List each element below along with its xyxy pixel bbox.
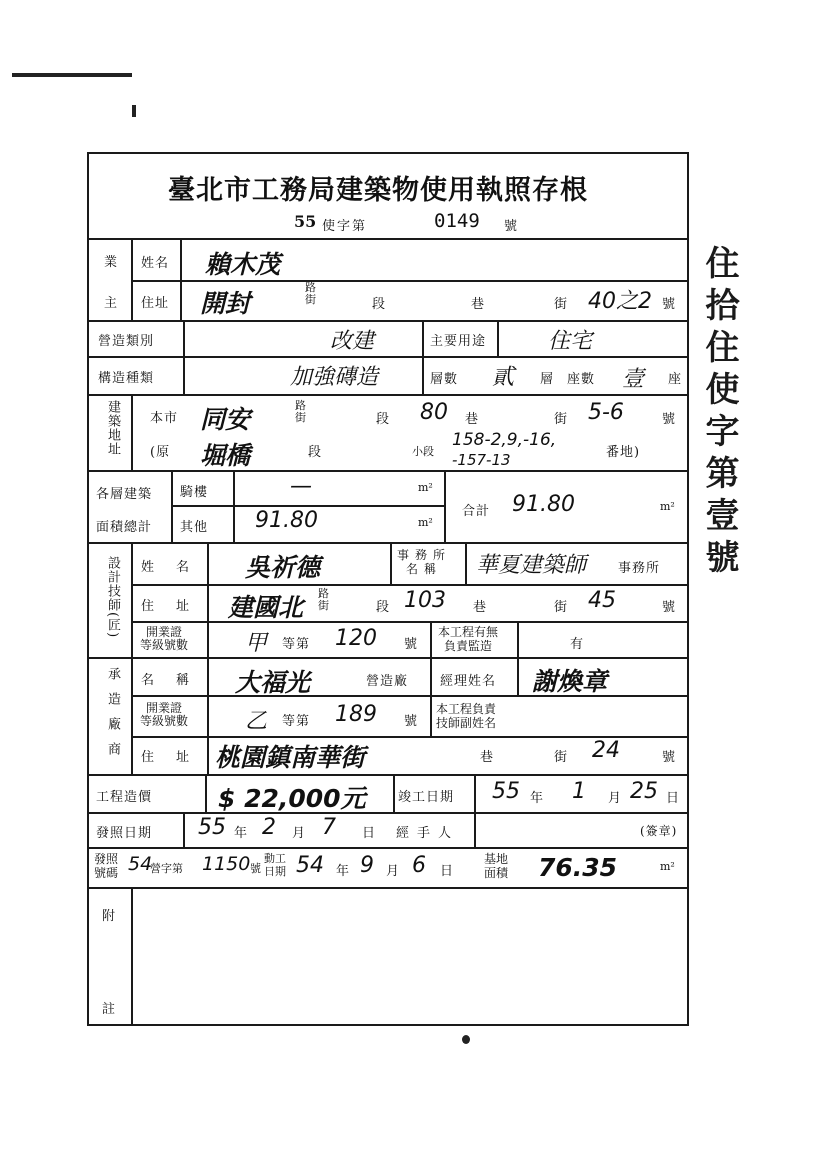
permit-no-value: 1150 bbox=[202, 853, 251, 875]
site-city: 本市 bbox=[150, 411, 179, 426]
other-label: 其他 bbox=[180, 520, 209, 535]
floors-value: 貳 bbox=[492, 365, 515, 390]
remarks-bottom: 註 bbox=[102, 1002, 117, 1017]
license-label-1: 開業證 bbox=[146, 701, 183, 715]
contractor-license-grade: 乙 bbox=[245, 709, 268, 734]
license-label-2: 等級號數 bbox=[140, 638, 189, 652]
permit-label bbox=[94, 852, 118, 880]
contractor-license-no: 189 bbox=[335, 702, 377, 727]
site-section-label: 建築地址 bbox=[105, 400, 120, 456]
floors-unit: 層 bbox=[540, 372, 555, 387]
site-lot-label: 番地) bbox=[606, 445, 641, 460]
contractor-tech-label bbox=[436, 702, 496, 730]
contractor-name-label: 名稱 bbox=[141, 673, 212, 688]
owner-addr-xiang: 巷 bbox=[471, 297, 486, 312]
tech-label-2: 技師副姓名 bbox=[436, 716, 497, 730]
resp-label-1: 本工程有無 bbox=[438, 625, 499, 639]
contractor-name-value: 大福光 bbox=[235, 668, 311, 697]
start-day: 6 bbox=[412, 853, 426, 878]
site-lane-value: 80 bbox=[420, 400, 448, 425]
doc-suffix: 號 bbox=[504, 219, 518, 234]
doc-type: 使字第 bbox=[322, 219, 368, 234]
arcade-value: — bbox=[290, 474, 312, 499]
owner-section-2: 主 bbox=[104, 296, 119, 311]
site-orig-value: 堀橋 bbox=[200, 441, 251, 470]
owner-addr-road bbox=[305, 282, 316, 306]
license-label-2: 等級號數 bbox=[140, 714, 189, 728]
main-use-value: 住宅 bbox=[548, 329, 593, 354]
permit-no-prefix: 54 bbox=[128, 853, 153, 875]
done-m: 月 bbox=[608, 791, 623, 806]
other-unit: m² bbox=[418, 516, 433, 529]
street-char: 街 bbox=[318, 599, 329, 612]
scan-edge bbox=[12, 73, 132, 77]
contractor-addr-hao: 號 bbox=[662, 750, 677, 765]
contractor-license-hao: 號 bbox=[404, 714, 419, 729]
owner-addr-hao: 號 bbox=[662, 297, 677, 312]
street-char: 街 bbox=[305, 293, 316, 306]
contractor-section-label: 承造廠商 bbox=[105, 667, 120, 767]
designer-addr-duan: 段 bbox=[376, 600, 391, 615]
start-y: 年 bbox=[336, 864, 351, 879]
start-label-1: 動工 bbox=[264, 852, 286, 865]
designer-license-grade: 甲 bbox=[245, 631, 268, 656]
issue-year: 55 bbox=[198, 815, 226, 840]
issue-day: 7 bbox=[322, 815, 336, 840]
land-unit: m² bbox=[660, 860, 675, 873]
permit-label-2: 號碼 bbox=[94, 866, 119, 880]
designer-addr-road bbox=[318, 588, 329, 612]
issue-month: 2 bbox=[262, 815, 276, 840]
designer-name-value: 吳祈德 bbox=[245, 553, 321, 582]
done-d: 日 bbox=[666, 791, 681, 806]
handler-label: 經手人 bbox=[396, 826, 460, 841]
issue-y: 年 bbox=[234, 826, 249, 841]
issue-m: 月 bbox=[292, 826, 307, 841]
designer-office-label bbox=[397, 548, 451, 576]
start-month: 9 bbox=[360, 853, 374, 878]
contractor-manager-label: 經理姓名 bbox=[440, 674, 497, 689]
start-m: 月 bbox=[386, 864, 401, 879]
road-char: 路 bbox=[318, 587, 329, 600]
contractor-addr-lane: 巷 bbox=[480, 750, 495, 765]
owner-addr-duan: 段 bbox=[372, 297, 387, 312]
permit-no-suffix: 號 bbox=[250, 862, 261, 875]
designer-addr-label: 住址 bbox=[141, 599, 212, 614]
blocks-unit: 座 bbox=[668, 372, 683, 387]
designer-resp-value: 有 bbox=[570, 637, 585, 652]
land-label-2: 面積 bbox=[484, 866, 509, 880]
contractor-license-mid: 等第 bbox=[282, 714, 311, 729]
form-title: 臺北市工務局建築物使用執照存根 bbox=[168, 175, 588, 206]
floors-label: 層數 bbox=[430, 372, 459, 387]
designer-addr-lane-value: 103 bbox=[404, 588, 446, 613]
cost-value: $ 22,000元 bbox=[218, 784, 366, 813]
contractor-addr-value: 桃園鎮南華街 bbox=[215, 743, 366, 772]
remarks-top: 附 bbox=[102, 909, 117, 924]
office-label-1: 事務所 bbox=[397, 548, 452, 562]
total-value: 91.80 bbox=[512, 492, 575, 517]
scan-speck bbox=[462, 1035, 470, 1044]
road-char: 路 bbox=[295, 399, 306, 412]
designer-addr-no-value: 45 bbox=[588, 588, 616, 613]
site-duan: 段 bbox=[376, 412, 391, 427]
build-type-value: 改建 bbox=[330, 329, 375, 354]
issue-label: 發照日期 bbox=[96, 826, 153, 841]
office-label-2: 名稱 bbox=[406, 562, 443, 576]
land-value: 76.35 bbox=[538, 853, 618, 882]
owner-addr-jie: 街 bbox=[554, 297, 569, 312]
scan-speck bbox=[132, 105, 136, 117]
done-y: 年 bbox=[530, 791, 545, 806]
start-year: 54 bbox=[296, 853, 324, 878]
seal-label: (簽章) bbox=[640, 824, 678, 838]
designer-office-value: 華夏建築師 bbox=[476, 553, 587, 578]
designer-section-label: 設計技師(匠) bbox=[105, 556, 120, 639]
street-char: 街 bbox=[295, 411, 306, 424]
site-orig-open: (原 bbox=[150, 445, 171, 460]
land-label-1: 基地 bbox=[484, 852, 509, 866]
site-lot-value-1: 158-2,9,-16, bbox=[452, 430, 557, 450]
designer-addr-value: 建國北 bbox=[228, 593, 304, 622]
area-section-1: 各層建築 bbox=[96, 487, 153, 502]
issue-d: 日 bbox=[362, 826, 377, 841]
designer-addr-lane: 巷 bbox=[473, 600, 488, 615]
cost-label: 工程造價 bbox=[96, 790, 153, 805]
owner-section-1: 業 bbox=[104, 255, 119, 270]
total-label: 合計 bbox=[462, 504, 491, 519]
site-lot-value-2: -157-13 bbox=[452, 451, 511, 469]
resp-label-2: 負責監造 bbox=[444, 639, 493, 653]
site-no-value: 5-6 bbox=[588, 400, 624, 425]
margin-handwritten-number: 住拾住使字第壹號 bbox=[699, 245, 739, 581]
arcade-label: 騎樓 bbox=[180, 485, 209, 500]
main-use-label: 主要用途 bbox=[430, 334, 487, 349]
designer-name-label: 姓名 bbox=[141, 560, 212, 575]
site-sub-duan: 小段 bbox=[412, 445, 434, 458]
structure-value: 加強磚造 bbox=[290, 365, 379, 390]
permit-label-1: 發照 bbox=[94, 852, 119, 866]
total-unit: m² bbox=[660, 500, 675, 513]
done-day: 25 bbox=[630, 779, 658, 804]
blocks-label: 座數 bbox=[567, 372, 596, 387]
designer-license-label bbox=[140, 626, 188, 652]
owner-name-value: 賴木茂 bbox=[205, 250, 281, 279]
site-no-label: 號 bbox=[662, 412, 677, 427]
blocks-value: 壹 bbox=[622, 367, 645, 392]
road-char: 路 bbox=[305, 281, 316, 294]
designer-addr-jie: 街 bbox=[554, 600, 569, 615]
permit-no-type: 營字第 bbox=[150, 862, 183, 875]
build-type-label: 營造類別 bbox=[98, 334, 155, 349]
designer-resp-label bbox=[438, 625, 498, 653]
site-lane: 巷 bbox=[465, 412, 480, 427]
site-jie: 街 bbox=[554, 412, 569, 427]
arcade-unit: m² bbox=[418, 481, 433, 494]
owner-addr-label: 住址 bbox=[141, 296, 170, 311]
doc-year: 55 bbox=[294, 212, 317, 231]
other-value: 91.80 bbox=[255, 508, 318, 533]
doc-number: 0149 bbox=[434, 210, 480, 232]
designer-addr-hao: 號 bbox=[662, 600, 677, 615]
start-d: 日 bbox=[440, 864, 455, 879]
contractor-manager-value: 謝煥章 bbox=[532, 667, 608, 696]
contractor-name-suffix: 營造廠 bbox=[366, 674, 409, 689]
structure-label: 構造種類 bbox=[98, 371, 155, 386]
done-year: 55 bbox=[492, 779, 520, 804]
area-section-2: 面積總計 bbox=[96, 520, 153, 535]
designer-license-hao: 號 bbox=[404, 637, 419, 652]
site-road-label bbox=[295, 400, 306, 424]
done-month: 1 bbox=[572, 779, 586, 804]
start-label-2: 日期 bbox=[264, 865, 286, 878]
tech-label-1: 本工程負責 bbox=[436, 702, 497, 716]
contractor-license-label bbox=[140, 702, 188, 728]
designer-license-no: 120 bbox=[335, 626, 377, 651]
done-label: 竣工日期 bbox=[398, 790, 455, 805]
owner-name-label: 姓名 bbox=[141, 256, 170, 271]
owner-addr-no-value: 40之2 bbox=[588, 289, 652, 314]
owner-addr-value: 開封 bbox=[200, 289, 251, 318]
designer-office-suffix: 事務所 bbox=[618, 561, 661, 576]
designer-license-mid: 等第 bbox=[282, 637, 311, 652]
start-label bbox=[264, 852, 286, 878]
contractor-addr-label: 住址 bbox=[141, 750, 212, 765]
license-label-1: 開業證 bbox=[146, 625, 183, 639]
site-road-value: 同安 bbox=[200, 405, 251, 434]
site-orig-duan: 段 bbox=[308, 445, 323, 460]
land-label bbox=[484, 852, 508, 880]
contractor-addr-no-value: 24 bbox=[592, 738, 620, 763]
contractor-addr-jie: 街 bbox=[554, 750, 569, 765]
